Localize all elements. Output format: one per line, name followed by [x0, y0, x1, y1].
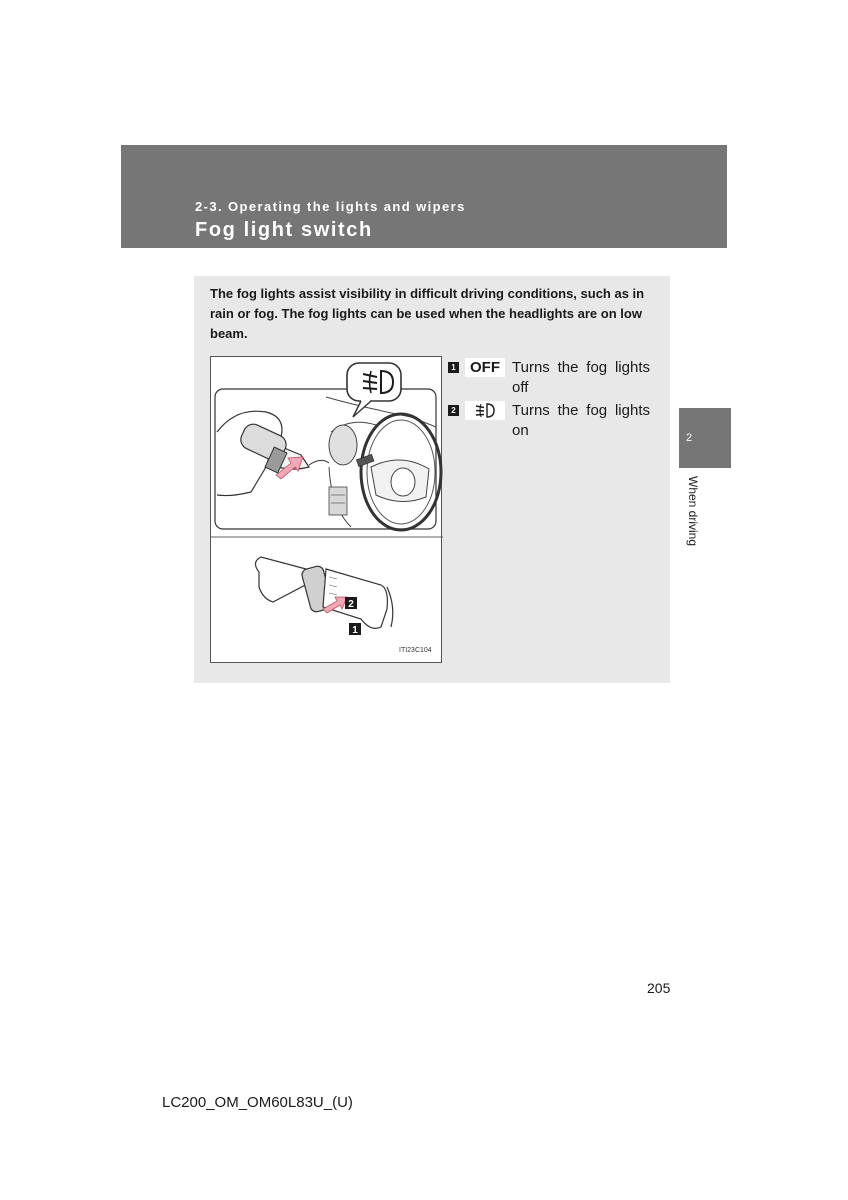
chapter-tab-label: When driving: [686, 476, 700, 547]
legend-item-off: [448, 358, 658, 398]
figure-code: ITI23C104: [399, 647, 432, 654]
off-symbol: OFF: [465, 358, 505, 377]
chapter-header: [121, 145, 727, 248]
legend-number: 2: [448, 405, 459, 416]
fog-light-switch-figure: [210, 356, 442, 663]
section-title: 2-3. Operating the lights and wipers: [195, 199, 466, 214]
switch-illustration: [211, 357, 443, 664]
legend-item-on: [448, 401, 658, 441]
fog-light-icon: [465, 401, 505, 420]
figure-callout-1: 1: [352, 625, 358, 636]
legend-description: Turns the fog lights off: [512, 359, 650, 396]
legend-number: 1: [448, 362, 459, 373]
footer-code: LC200_OM_OM60L83U_(U): [162, 1094, 353, 1111]
page-title: Fog light switch: [195, 219, 373, 241]
page-number: 205: [647, 980, 671, 996]
chapter-tab: [679, 408, 731, 468]
content-panel: [194, 276, 670, 683]
chapter-tab-number: 2: [686, 432, 693, 444]
legend-description: Turns the fog lights on: [512, 402, 650, 439]
intro-text: The fog lights assist visibility in difficult driving conditions, such as in rain or fog. The fog lights can be used when the headlights are on low beam.: [210, 286, 645, 341]
figure-callout-2: 2: [348, 599, 354, 610]
